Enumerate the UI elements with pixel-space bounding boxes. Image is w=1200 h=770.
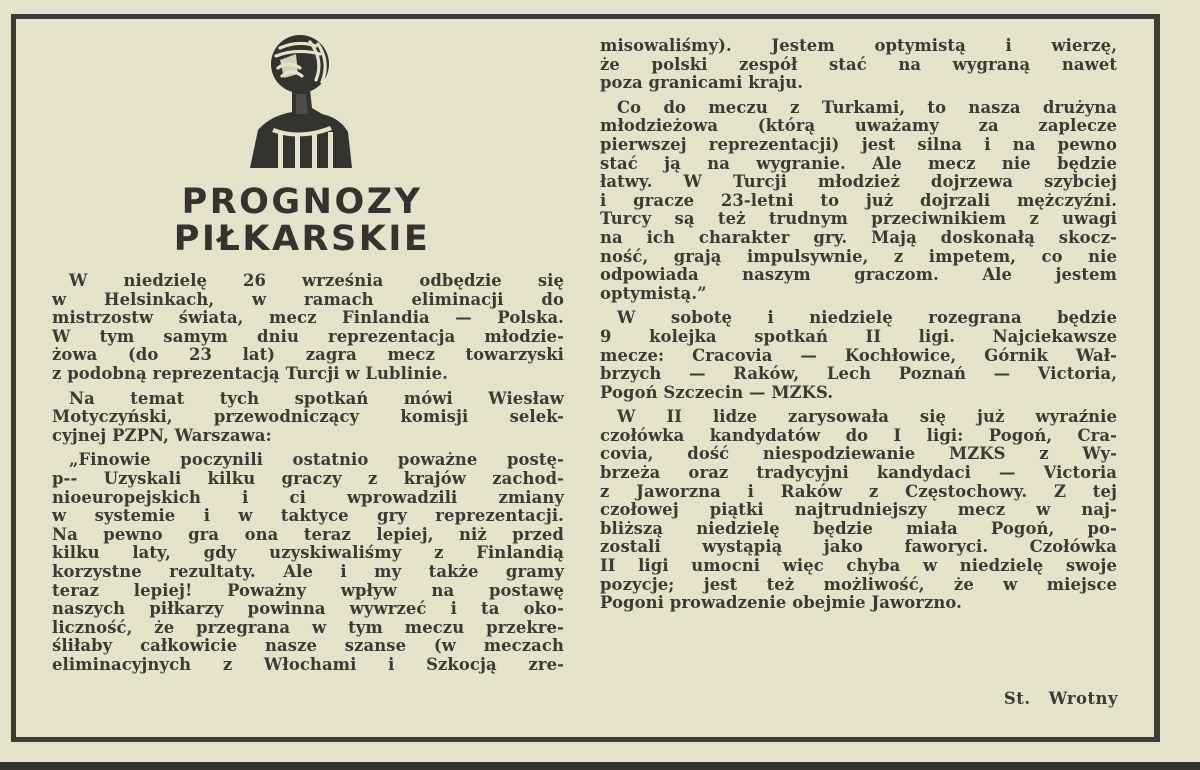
text-line: czołowej piątki najtrudniejszy mecz w naj- xyxy=(600,500,1117,520)
author-signature: St. Wrotny xyxy=(1003,689,1118,708)
text-line: liczność, że przegrana w tym meczu przekre- xyxy=(52,617,564,637)
text-line: na ich charakter gry. Mają doskonałą skocz- xyxy=(600,227,1117,247)
text-line: korzystne rezultaty. Ale i my także gramy xyxy=(52,561,564,581)
text-line: Motyczyński, przewodniczący komisji selek- xyxy=(52,407,564,427)
text-line: eliminacyjnych z Włochami i Szkocją zre- xyxy=(52,654,564,674)
text-line: W II lidze zarysowała się już wyraźnie xyxy=(617,407,1117,427)
text-line: p-- Uzyskali kilku graczy z krajów zachod- xyxy=(52,468,564,488)
article-title xyxy=(162,184,442,258)
text-line: brzeża oraz tradycyjni kandydaci — Victoria xyxy=(600,463,1117,483)
text-line: cyjnej PZPN, Warszawa: xyxy=(52,425,272,445)
page-rule xyxy=(0,762,1200,770)
paragraph-league-standings xyxy=(600,408,1117,613)
text-line: w Helsinkach, w ramach eliminacji do xyxy=(52,289,564,309)
text-line: śliłaby całkowicie nasze szanse (w meczach xyxy=(52,636,564,656)
text-line: bliższą niedzielę będzie miała Pogoń, po- xyxy=(600,518,1117,538)
text-line: młodzieżowa (którą uważamy za zaplecze xyxy=(600,116,1117,136)
title-line-2: PIŁKARSKIE xyxy=(173,219,431,259)
paragraph-speaker xyxy=(52,390,564,446)
text-line: misowaliśmy). Jestem optymistą i wierzę, xyxy=(600,36,1117,55)
text-line: W sobotę i niedzielę rozegrana będzie xyxy=(617,308,1117,328)
text-line: teraz lepiej! Poważny wpływ na postawę xyxy=(52,580,564,600)
text-line: optymistą.” xyxy=(600,283,707,303)
left-column xyxy=(52,272,564,680)
text-line: mecze: Cracovia — Kochłowice, Górnik Wał- xyxy=(600,345,1117,365)
title-line-1: PROGNOZY xyxy=(181,182,423,222)
paragraph-league-fixtures xyxy=(600,309,1117,402)
text-line: kilku laty, gdy uzyskiwaliśmy z Finlandią xyxy=(52,543,564,563)
text-line: II ligi umocni więc chyba w niedzielę swoje xyxy=(600,556,1117,576)
text-line: nioeuropejskich i ci wprowadzili zmiany xyxy=(52,487,564,507)
text-line: W tym samym dniu reprezentacja młodzie- xyxy=(52,326,564,346)
text-line: Na pewno gra ona teraz lepiej, niż przed xyxy=(52,524,564,544)
text-line: poza granicami kraju. xyxy=(600,73,804,93)
text-line: w systemie i w taktyce gry reprezentacji. xyxy=(52,506,564,526)
text-line: W niedzielę 26 września odbędzie się xyxy=(69,271,564,290)
text-line: Co do meczu z Turkami, to nasza drużyna xyxy=(617,97,1117,117)
text-line: Pogoń Szczecin — MZKS. xyxy=(600,382,834,402)
text-line: że polski zespół stać na wygraną nawet xyxy=(600,54,1117,74)
text-line: żowa (do 23 lat) zagra mecz towarzyski xyxy=(52,345,564,365)
footballer-with-ball-head-icon xyxy=(240,34,360,169)
text-line: Turcy są też trudnym przeciwnikiem z uwagi xyxy=(600,209,1117,229)
text-line: z Jaworzna i Raków z Częstochowy. Z tej xyxy=(600,481,1117,501)
text-line: 9 kolejka spotkań II ligi. Najciekawsze xyxy=(600,326,1117,346)
text-line: Pogoni prowadzenie obejmie Jaworzno. xyxy=(600,593,962,613)
text-line: brzych — Raków, Lech Poznań — Victoria, xyxy=(600,364,1117,384)
text-line: covia, dość niespodziewanie MZKS z Wy- xyxy=(600,444,1117,464)
paragraph-quote-3 xyxy=(600,99,1117,304)
text-line: pozycje; jest też możliwość, że w miejsce xyxy=(600,574,1117,594)
paragraph-quote-2 xyxy=(600,37,1117,93)
paragraph-quote-1 xyxy=(52,451,564,674)
text-line: „Finowie poczynili ostatnio poważne postę- xyxy=(69,450,564,470)
paragraph-intro xyxy=(52,272,564,384)
text-line: z podobną reprezentacją Turcji w Lublinie. xyxy=(52,363,448,383)
right-column xyxy=(600,37,1117,619)
text-line: pierwszej reprezentacji) jest silna i na pewno xyxy=(600,134,1117,154)
text-line: naszych piłkarzy powinna wywrzeć i ta oko- xyxy=(52,599,564,619)
text-line: zostali wystąpią jako faworyci. Czołówka xyxy=(600,537,1117,557)
text-line: ność, grają impulsywnie, z impetem, co nie xyxy=(600,246,1117,266)
text-line: łatwy. W Turcji młodzież dojrzewa szybciej xyxy=(600,172,1117,192)
text-line: i gracze 23-letni to już dojrzali mężczyźni. xyxy=(600,190,1117,210)
text-line: Na temat tych spotkań mówi Wiesław xyxy=(69,388,564,408)
text-line: odpowiada naszym graczom. Ale jestem xyxy=(600,265,1117,285)
text-line: stać ją na wygranie. Ale mecz nie będzie xyxy=(600,153,1117,173)
text-line: mistrzostw świata, mecz Finlandia — Polska. xyxy=(52,308,564,328)
text-line: czołówka kandydatów do I ligi: Pogoń, Cra- xyxy=(600,425,1117,445)
